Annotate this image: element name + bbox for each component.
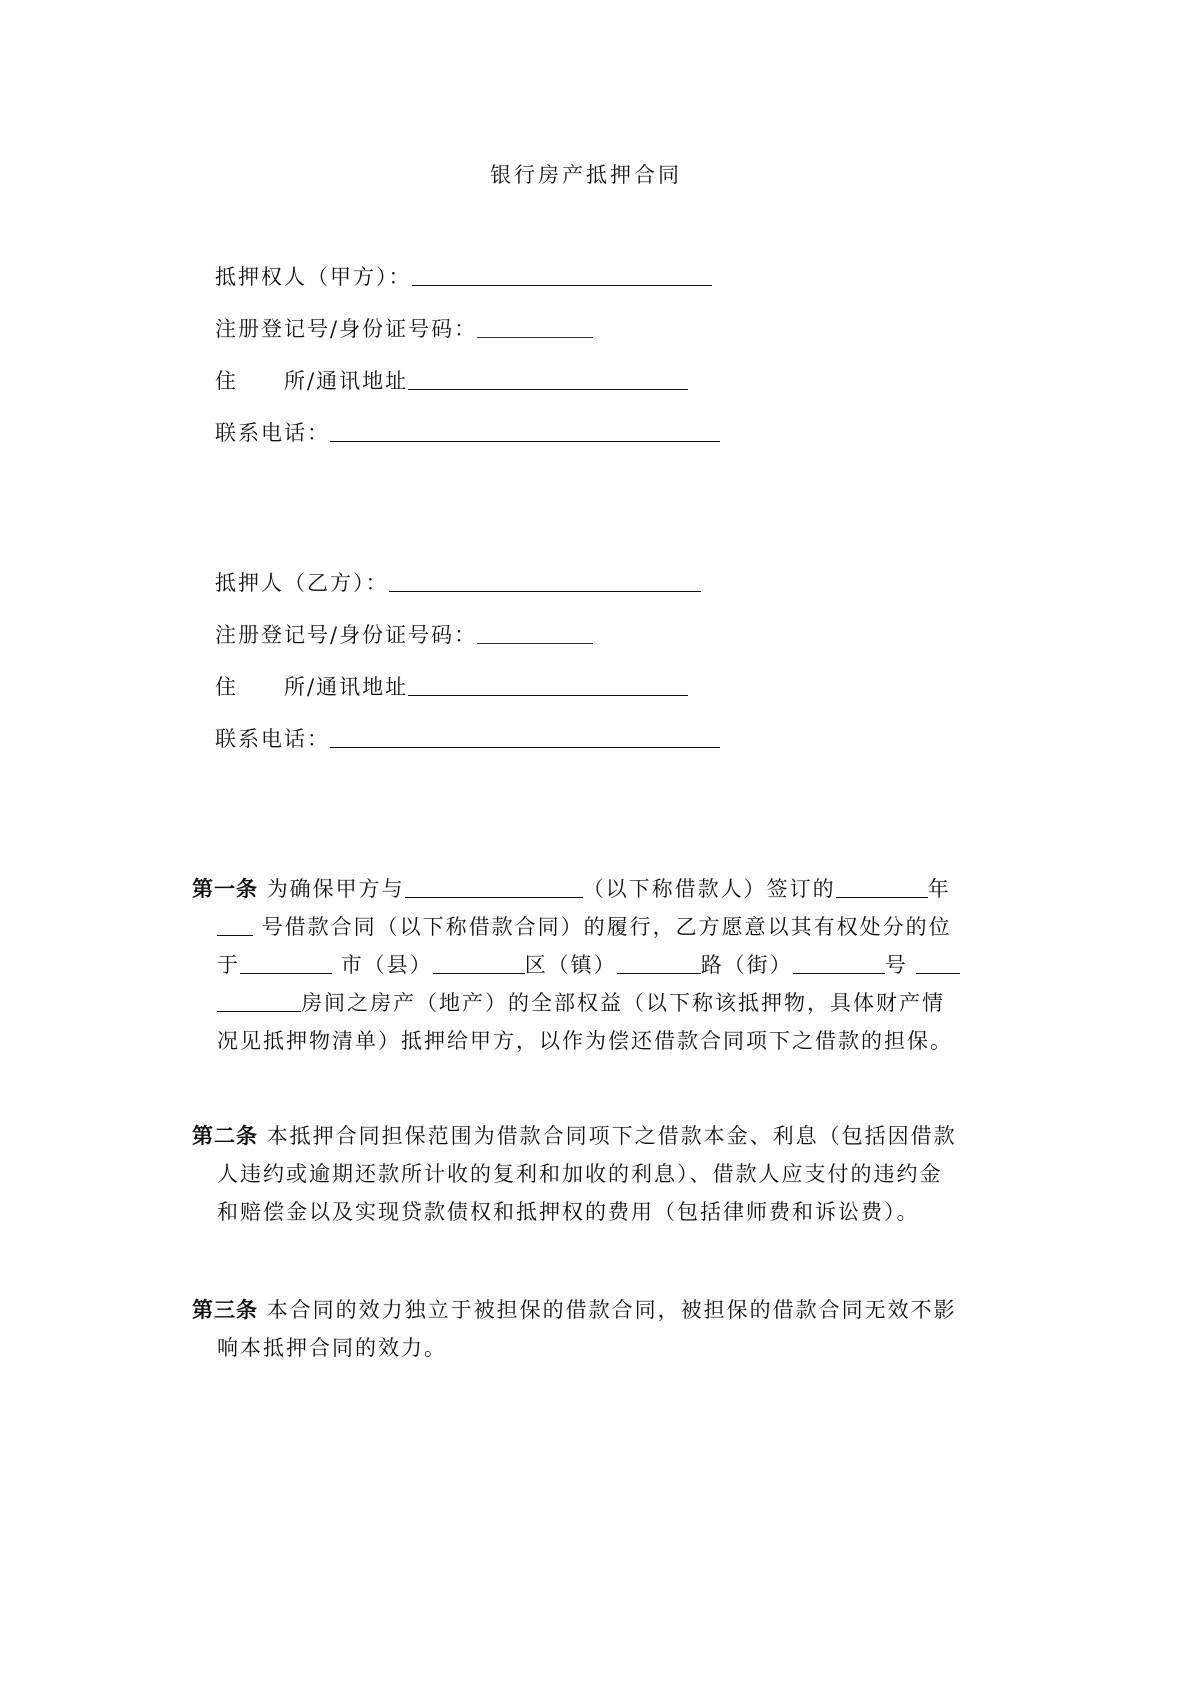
party-b-reg-label: 注册登记号/身份证号码： [215,623,478,647]
party-b-reg-row [215,620,593,650]
article-3-line-1 [192,1291,1002,1329]
party-b-reg-blank[interactable] [477,623,593,644]
room-blank-start[interactable] [916,953,960,974]
article-1-line-3 [192,946,1002,984]
party-b-name-blank[interactable] [389,571,701,592]
party-a-address-blank[interactable] [408,369,688,390]
article-3-heading: 第三条 [192,1297,258,1322]
party-a-phone-label: 联系电话： [215,421,330,445]
article-2-line-3 [192,1193,1002,1231]
borrower-blank[interactable] [405,877,583,898]
document-title: 银行房产抵押合同 [490,163,682,187]
contract-number-blank[interactable] [217,915,253,936]
district-blank[interactable] [433,953,525,974]
party-a-address-row [215,366,688,396]
article-1-text-1a: 为确保甲方与 [266,877,405,901]
article-2-text-1: 本抵押合同担保范围为借款合同项下之借款本金、利息（包括因借款 [266,1124,957,1148]
party-a-reg-blank[interactable] [477,317,593,338]
article-1-line-2 [192,908,1002,946]
article-3 [192,1291,1002,1367]
party-b-phone-row [215,724,720,754]
road-blank[interactable] [617,953,701,974]
article-2-line-2 [192,1155,1002,1193]
party-a-address-label-1: 住 [215,369,238,393]
article-1-line-5 [192,1022,1002,1060]
party-a-reg-label: 注册登记号/身份证号码： [215,317,478,341]
city-blank[interactable] [240,953,332,974]
party-b-phone-label: 联系电话： [215,727,330,751]
party-a-phone-blank[interactable] [330,421,720,442]
article-1-line-1 [192,870,1002,908]
party-b-address-blank[interactable] [408,675,688,696]
party-b-address-label-2: 所/通讯地址 [284,675,409,699]
article-1-text-3d: 路（街） [700,953,793,977]
street-number-blank[interactable] [793,953,885,974]
article-2-line-1 [192,1117,1002,1155]
article-1-text-3c: 区（镇） [524,953,617,977]
article-1-text-1c: 年 [927,877,951,901]
article-1-text-5: 况见抵押物清单）抵押给甲方，以作为偿还借款合同项下之借款的担保。 [217,1029,953,1053]
article-3-text-1: 本合同的效力独立于被担保的借款合同，被担保的借款合同无效不影 [266,1298,957,1322]
party-b-name-label: 抵押人（乙方）： [215,571,389,595]
article-2-heading: 第二条 [192,1123,258,1148]
article-3-text-2: 响本抵押合同的效力。 [217,1336,447,1360]
article-1-text-2: 号借款合同（以下称借款合同）的履行，乙方愿意以其有权处分的位 [261,915,952,939]
party-a-name-blank[interactable] [412,265,712,286]
article-1-text-3e: 号 [884,953,908,977]
party-a-phone-row [215,418,720,448]
article-1-text-3a: 于 [217,953,240,977]
party-b-phone-blank[interactable] [330,727,720,748]
article-1-text-4: 房间之房产（地产）的全部权益（以下称该抵押物，具体财产情 [301,991,945,1015]
party-a-reg-row [215,314,593,344]
year-blank[interactable] [836,877,928,898]
party-a-address-label-2: 所/通讯地址 [284,369,409,393]
room-blank[interactable] [217,991,301,1012]
article-1-text-3b: 市（县） [340,953,433,977]
article-2-text-3: 和赔偿金以及实现贷款债权和抵押权的费用（包括律师费和诉讼费）。 [217,1200,920,1224]
party-a-name-label: 抵押权人（甲方）： [215,265,412,289]
party-b-address-row [215,672,688,702]
article-1-heading: 第一条 [192,876,258,901]
article-2 [192,1117,1002,1231]
article-1 [192,870,1002,1060]
party-a-name-row [215,262,712,292]
article-3-line-2 [192,1329,1002,1367]
article-2-text-2: 人违约或逾期还款所计收的复利和加收的利息）、借款人应支付的违约金 [217,1162,943,1186]
article-1-text-1b: （以下称借款人）签订的 [582,877,836,901]
article-1-line-4 [192,984,1002,1022]
party-b-name-row [215,568,701,598]
party-b-address-label-1: 住 [215,675,238,699]
